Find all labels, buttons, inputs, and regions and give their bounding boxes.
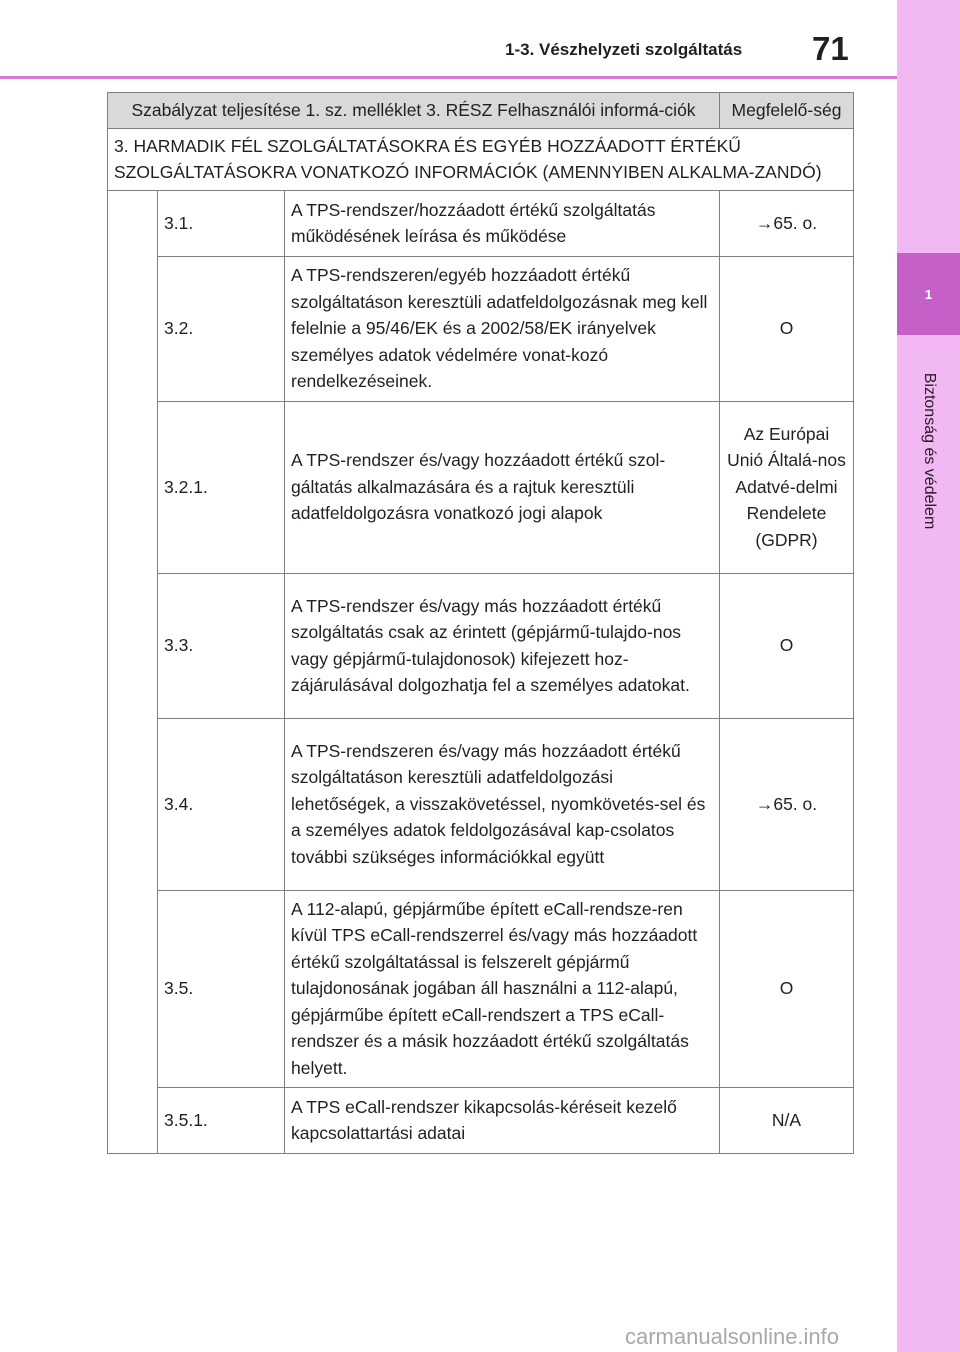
- row-number: 3.3.: [158, 573, 285, 718]
- chapter-number: 1: [924, 286, 933, 302]
- section-title: 3. HARMADIK FÉL SZOLGÁLTATÁSOKRA ÉS EGYÉB HOZZÁADOTT ÉRTÉKŰ SZOLGÁLTATÁSOKRA VONATKOZÓ INFORMÁCIÓK (AMENNYIBEN ALKALMA-ZANDÓ): [108, 128, 854, 190]
- row-text: A TPS-rendszer és/vagy más hozzáadott értékű szolgáltatás csak az érintett (gépjármű-tulajdo-nos vagy gépjármű-tulajdonosok) kifejezett hoz-zájárulásával dolgozhatja fel a személyes adatokat.: [285, 573, 720, 718]
- table-row: [108, 718, 854, 890]
- row-number: 3.4.: [158, 718, 285, 890]
- footer-watermark: carmanualsonline.info: [625, 1324, 840, 1349]
- row-number: 3.2.: [158, 256, 285, 401]
- table-row: [108, 401, 854, 573]
- section-label: Biztonság és védelem: [921, 372, 938, 530]
- row-compliance: →65. o.: [720, 718, 854, 890]
- row-number: 3.2.1.: [158, 401, 285, 573]
- row-text: A TPS-rendszeren/egyéb hozzáadott értékű szolgáltatáson keresztüli adatfeldolgozásnak meg kell felelnie a 95/46/EK és a 2002/58/EK irányelvek személyes adatok védelmére vonat-kozó rendelkezéseinek.: [285, 256, 720, 401]
- table-row: [108, 190, 854, 256]
- header-title: 1-3. Vészhelyzeti szolgáltatás: [505, 40, 743, 59]
- row-compliance: O: [720, 256, 854, 401]
- section-row: [108, 128, 854, 190]
- row-compliance: →65. o.: [720, 190, 854, 256]
- row-text: A TPS-rendszer/hozzáadott értékű szolgáltatás működésének leírása és működése: [285, 190, 720, 256]
- row-number: 3.5.: [158, 890, 285, 1087]
- table-row: [108, 573, 854, 718]
- header-divider: [0, 76, 897, 79]
- row-compliance: O: [720, 890, 854, 1087]
- row-compliance: Az Európai Unió Általá-nos Adatvé-delmi Rendelete (GDPR): [720, 401, 854, 573]
- table-row: [108, 1087, 854, 1153]
- row-text: A 112-alapú, gépjárműbe épített eCall-rendsze-ren kívül TPS eCall-rendszerrel és/vagy más hozzáadott értékű szolgáltatással is felszerelt gépjármű tulajdonosának jogában áll használni a 112-alapú, gépjárműbe épített eCall-rendszert a TPS eCall-rendszer és a másik hozzáadott értékű szolgáltatás helyett.: [285, 890, 720, 1087]
- header-cell-compliance: Megfelelő-ség: [720, 93, 854, 129]
- page-number: 71: [812, 30, 849, 67]
- row-compliance: O: [720, 573, 854, 718]
- table-header-row: [108, 93, 854, 129]
- table-row: [108, 890, 854, 1087]
- row-text: A TPS-rendszeren és/vagy más hozzáadott értékű szolgáltatáson keresztüli adatfeldolgozási lehetőségek, a visszakövetéssel, nyomkövetés-sel és a személyes adatok feldolgozásával kap-csolatos további szükséges információkkal együtt: [285, 718, 720, 890]
- row-number: 3.1.: [158, 190, 285, 256]
- compliance-table: [107, 92, 854, 1154]
- row-number: 3.5.1.: [158, 1087, 285, 1153]
- row-text: A TPS-rendszer és/vagy hozzáadott értékű szol-gáltatás alkalmazására és a rajtuk keresztüli adatfeldolgozásra vonatkozó jogi alapok: [285, 401, 720, 573]
- indent-cell: [108, 190, 158, 1153]
- row-compliance: N/A: [720, 1087, 854, 1153]
- side-strip: [897, 0, 960, 1352]
- header-cell-rules: Szabályzat teljesítése 1. sz. melléklet 3. RÉSZ Felhasználói informá-ciók: [108, 93, 720, 129]
- row-text: A TPS eCall-rendszer kikapcsolás-kéréseit kezelő kapcsolattartási adatai: [285, 1087, 720, 1153]
- table-row: [108, 256, 854, 401]
